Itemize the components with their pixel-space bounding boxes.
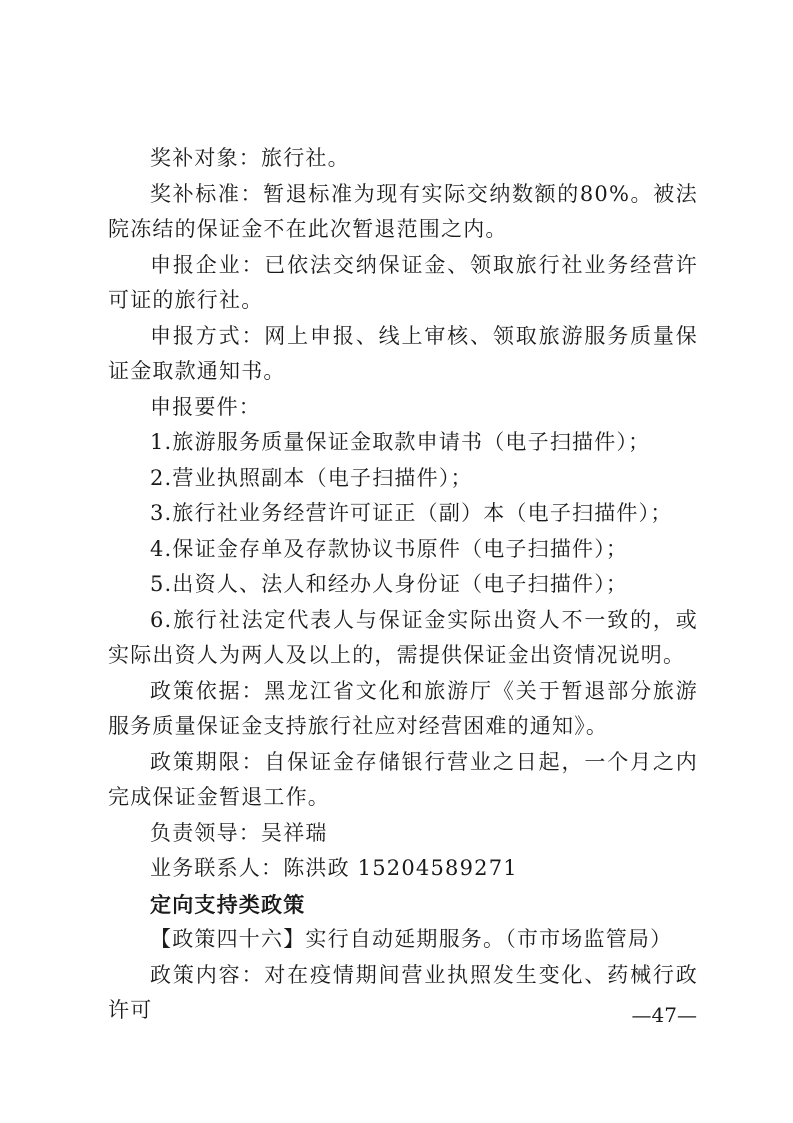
paragraph-subsidy-standard: 奖补标准：暂退标准为现有实际交纳数额的80%。被法院冻结的保证金不在此次暂退范围之内。 (108, 181, 698, 241)
paragraph-subsidy-target: 奖补对象：旅行社。 (150, 146, 350, 170)
paragraph-application-method: 申报方式：网上申报、线上审核、领取旅游服务质量保证金取款通知书。 (108, 323, 698, 383)
paragraph-applicant-enterprises: 申报企业：已依法交纳保证金、领取旅行社业务经营许可证的旅行社。 (108, 252, 698, 312)
list-item-document-1: 1.旅游服务质量保证金取款申请书（电子扫描件）； (150, 430, 651, 454)
list-item-document-4: 4.保证金存单及存款协议书原件（电子扫描件）； (150, 536, 629, 561)
section-heading-targeted-support: 定向支持类政策 (150, 891, 306, 917)
paragraph-business-contact: 业务联系人：陈洪政 15204589271 (150, 856, 518, 880)
paragraph-required-documents-heading: 申报要件： (150, 394, 261, 419)
body-text (108, 141, 698, 1029)
paragraph-policy-content: 政策内容：对在疫情期间营业执照发生变化、药械行政许可 (108, 962, 698, 1022)
policy-46-title: 【政策四十六】实行自动延期服务。（市市场监管局） (150, 927, 673, 951)
paragraph-policy-period: 政策期限：自保证金存储银行营业之日起，一个月之内完成保证金暂退工作。 (108, 749, 698, 809)
page-number: —47— (631, 1003, 697, 1027)
list-item-document-2: 2.营业执照副本（电子扫描件）； (150, 465, 473, 490)
list-item-document-3: 3.旅行社业务经营许可证正（副）本（电子扫描件）； (150, 501, 673, 525)
list-item-document-6: 6.旅行社法定代表人与保证金实际出资人不一致的，或实际出资人为两人及以上的，需提供保证金出资情况说明。 (108, 607, 698, 667)
list-item-document-5: 5.出资人、法人和经办人身份证（电子扫描件）； (150, 572, 629, 596)
paragraph-policy-basis: 政策依据：黑龙江省文化和旅游厅《关于暂退部分旅游服务质量保证金支持旅行社应对经营困难的通知》。 (108, 678, 698, 738)
paragraph-responsible-leader: 负责领导：吴祥瑞 (150, 820, 328, 845)
